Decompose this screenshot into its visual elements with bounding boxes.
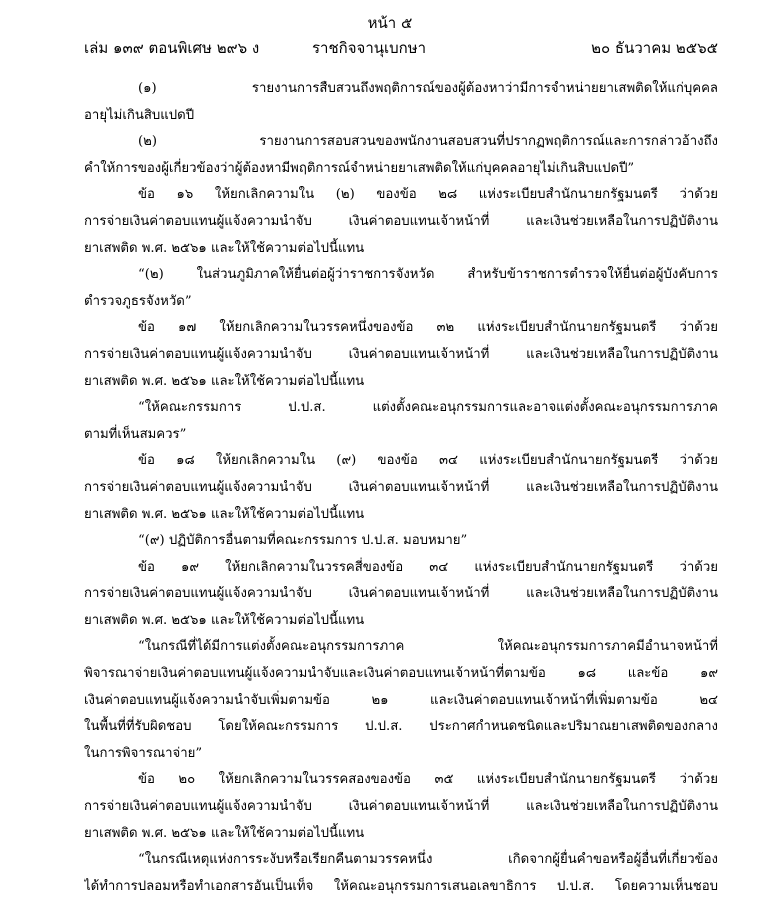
volume-info: เล่ม ๑๓๙ ตอนพิเศษ ๒๙๖ ง <box>84 39 260 57</box>
text-line: ยาเสพติด พ.ศ. ๒๕๖๑ และให้ใช้ความต่อไปนี้แทน <box>84 373 365 389</box>
text-line: คำให้การของผู้เกี่ยวข้องว่าผู้ต้องหามีพฤติการณ์จำหน่ายยาเสพติดให้แก่บุคคลอายุไม่เกินสิบแปดปี” <box>84 160 635 176</box>
publication-name: ราชกิจจานุเบกษา <box>312 39 427 57</box>
text-line: การจ่ายเงินค่าตอบแทนผู้แจ้งความนำจับ เงินค่าตอบแทนเจ้าหน้าที่ และเงินช่วยเหลือในการปฏิบัติงาน <box>84 799 718 815</box>
text-line: “(๙) ปฏิบัติการอื่นตามที่คณะกรรมการ ป.ป.ส. มอบหมาย” <box>138 533 468 549</box>
text-line: “ให้คณะกรรมการ ป.ป.ส. แต่งตั้งคณะอนุกรรมการและอาจแต่งตั้งคณะอนุกรรมการภาค <box>138 400 718 416</box>
text-line: “(๒) ในส่วนภูมิภาคให้ยื่นต่อผู้ว่าราชการจังหวัด สำหรับข้าราชการตำรวจให้ยื่นต่อผู้บังคับการ <box>138 267 718 283</box>
publication-date: ๒๐ ธันวาคม ๒๕๖๕ <box>591 39 718 57</box>
text-line: เงินค่าตอบแทนผู้แจ้งความนำจับเพิ่มตามข้อ ๒๑ และเงินค่าตอบแทนเจ้าหน้าที่เพิ่มตามข้อ ๒๔ <box>84 692 718 708</box>
text-line: การจ่ายเงินค่าตอบแทนผู้แจ้งความนำจับ เงินค่าตอบแทนเจ้าหน้าที่ และเงินช่วยเหลือในการปฏิบัติงาน <box>84 213 718 229</box>
gazette-header <box>84 37 718 59</box>
text-line: ข้อ ๑๗ ให้ยกเลิกความในวรรคหนึ่งของข้อ ๓๒ แห่งระเบียบสำนักนายกรัฐมนตรี ว่าด้วย <box>138 320 718 336</box>
text-line: “ในกรณีที่ได้มีการแต่งตั้งคณะอนุกรรมการภาค ให้คณะอนุกรรมการภาคมีอำนาจหน้าที่ <box>138 639 718 655</box>
text-line: ข้อ ๑๖ ให้ยกเลิกความใน (๒) ของข้อ ๒๘ แห่งระเบียบสำนักนายกรัฐมนตรี ว่าด้วย <box>138 187 718 203</box>
text-line: การจ่ายเงินค่าตอบแทนผู้แจ้งความนำจับ เงินค่าตอบแทนเจ้าหน้าที่ และเงินช่วยเหลือในการปฏิบัติงาน <box>84 479 718 495</box>
text-line: (๒) รายงานการสอบสวนของพนักงานสอบสวนที่ปรากฏพฤติการณ์และการกล่าวอ้างถึง <box>138 134 718 150</box>
text-line: ยาเสพติด พ.ศ. ๒๕๖๑ และให้ใช้ความต่อไปนี้แทน <box>84 825 365 841</box>
text-line: ตำรวจภูธรจังหวัด” <box>84 293 192 309</box>
text-line: ยาเสพติด พ.ศ. ๒๕๖๑ และให้ใช้ความต่อไปนี้แทน <box>84 612 365 628</box>
text-line: ในการพิจารณาจ่าย” <box>84 745 203 761</box>
text-line: ข้อ ๑๘ ให้ยกเลิกความใน (๙) ของข้อ ๓๔ แห่งระเบียบสำนักนายกรัฐมนตรี ว่าด้วย <box>138 453 718 469</box>
text-line: ยาเสพติด พ.ศ. ๒๕๖๑ และให้ใช้ความต่อไปนี้แทน <box>84 240 365 256</box>
text-line: ยาเสพติด พ.ศ. ๒๕๖๑ และให้ใช้ความต่อไปนี้แทน <box>84 506 365 522</box>
text-line: ได้ทำการปลอมหรือทำเอกสารอันเป็นเท็จ ให้คณะอนุกรรมการเสนอเลขาธิการ ป.ป.ส. โดยความเห็นชอบ <box>84 878 718 894</box>
text-line: ในพื้นที่ที่รับผิดชอบ โดยให้คณะกรรมการ ป.ป.ส. ประกาศกำหนดชนิดและปริมาณยาเสพติดของกลาง <box>84 719 718 735</box>
text-line: การจ่ายเงินค่าตอบแทนผู้แจ้งความนำจับ เงินค่าตอบแทนเจ้าหน้าที่ และเงินช่วยเหลือในการปฏิบัติงาน <box>84 346 718 362</box>
text-line: การจ่ายเงินค่าตอบแทนผู้แจ้งความนำจับ เงินค่าตอบแทนเจ้าหน้าที่ และเงินช่วยเหลือในการปฏิบัติงาน <box>84 586 718 602</box>
text-line: อายุไม่เกินสิบแปดปี <box>84 107 195 123</box>
text-line: ข้อ ๒๐ ให้ยกเลิกความในวรรคสองของข้อ ๓๕ แห่งระเบียบสำนักนายกรัฐมนตรี ว่าด้วย <box>138 772 718 788</box>
text-line: “ในกรณีเหตุแห่งการระงับหรือเรียกคืนตามวรรคหนึ่ง เกิดจากผู้ยื่นคำขอหรือผู้อื่นที่เกี่ยวข้อง <box>138 852 718 868</box>
text-line: พิจารณาจ่ายเงินค่าตอบแทนผู้แจ้งความนำจับและเงินค่าตอบแทนเจ้าหน้าที่ตามข้อ ๑๘ และข้อ ๑๙ <box>84 666 718 682</box>
document-body <box>84 76 718 900</box>
page-number: หน้า ๕ <box>367 14 413 32</box>
text-line: ตามที่เห็นสมควร” <box>84 426 187 442</box>
text-line: (๑) รายงานการสืบสวนถึงพฤติการณ์ของผู้ต้องหาว่ามีการจำหน่ายยาเสพติดให้แก่บุคคล <box>138 81 718 96</box>
text-line: ข้อ ๑๙ ให้ยกเลิกความในวรรคสี่ของข้อ ๓๔ แห่งระเบียบสำนักนายกรัฐมนตรี ว่าด้วย <box>138 559 718 575</box>
